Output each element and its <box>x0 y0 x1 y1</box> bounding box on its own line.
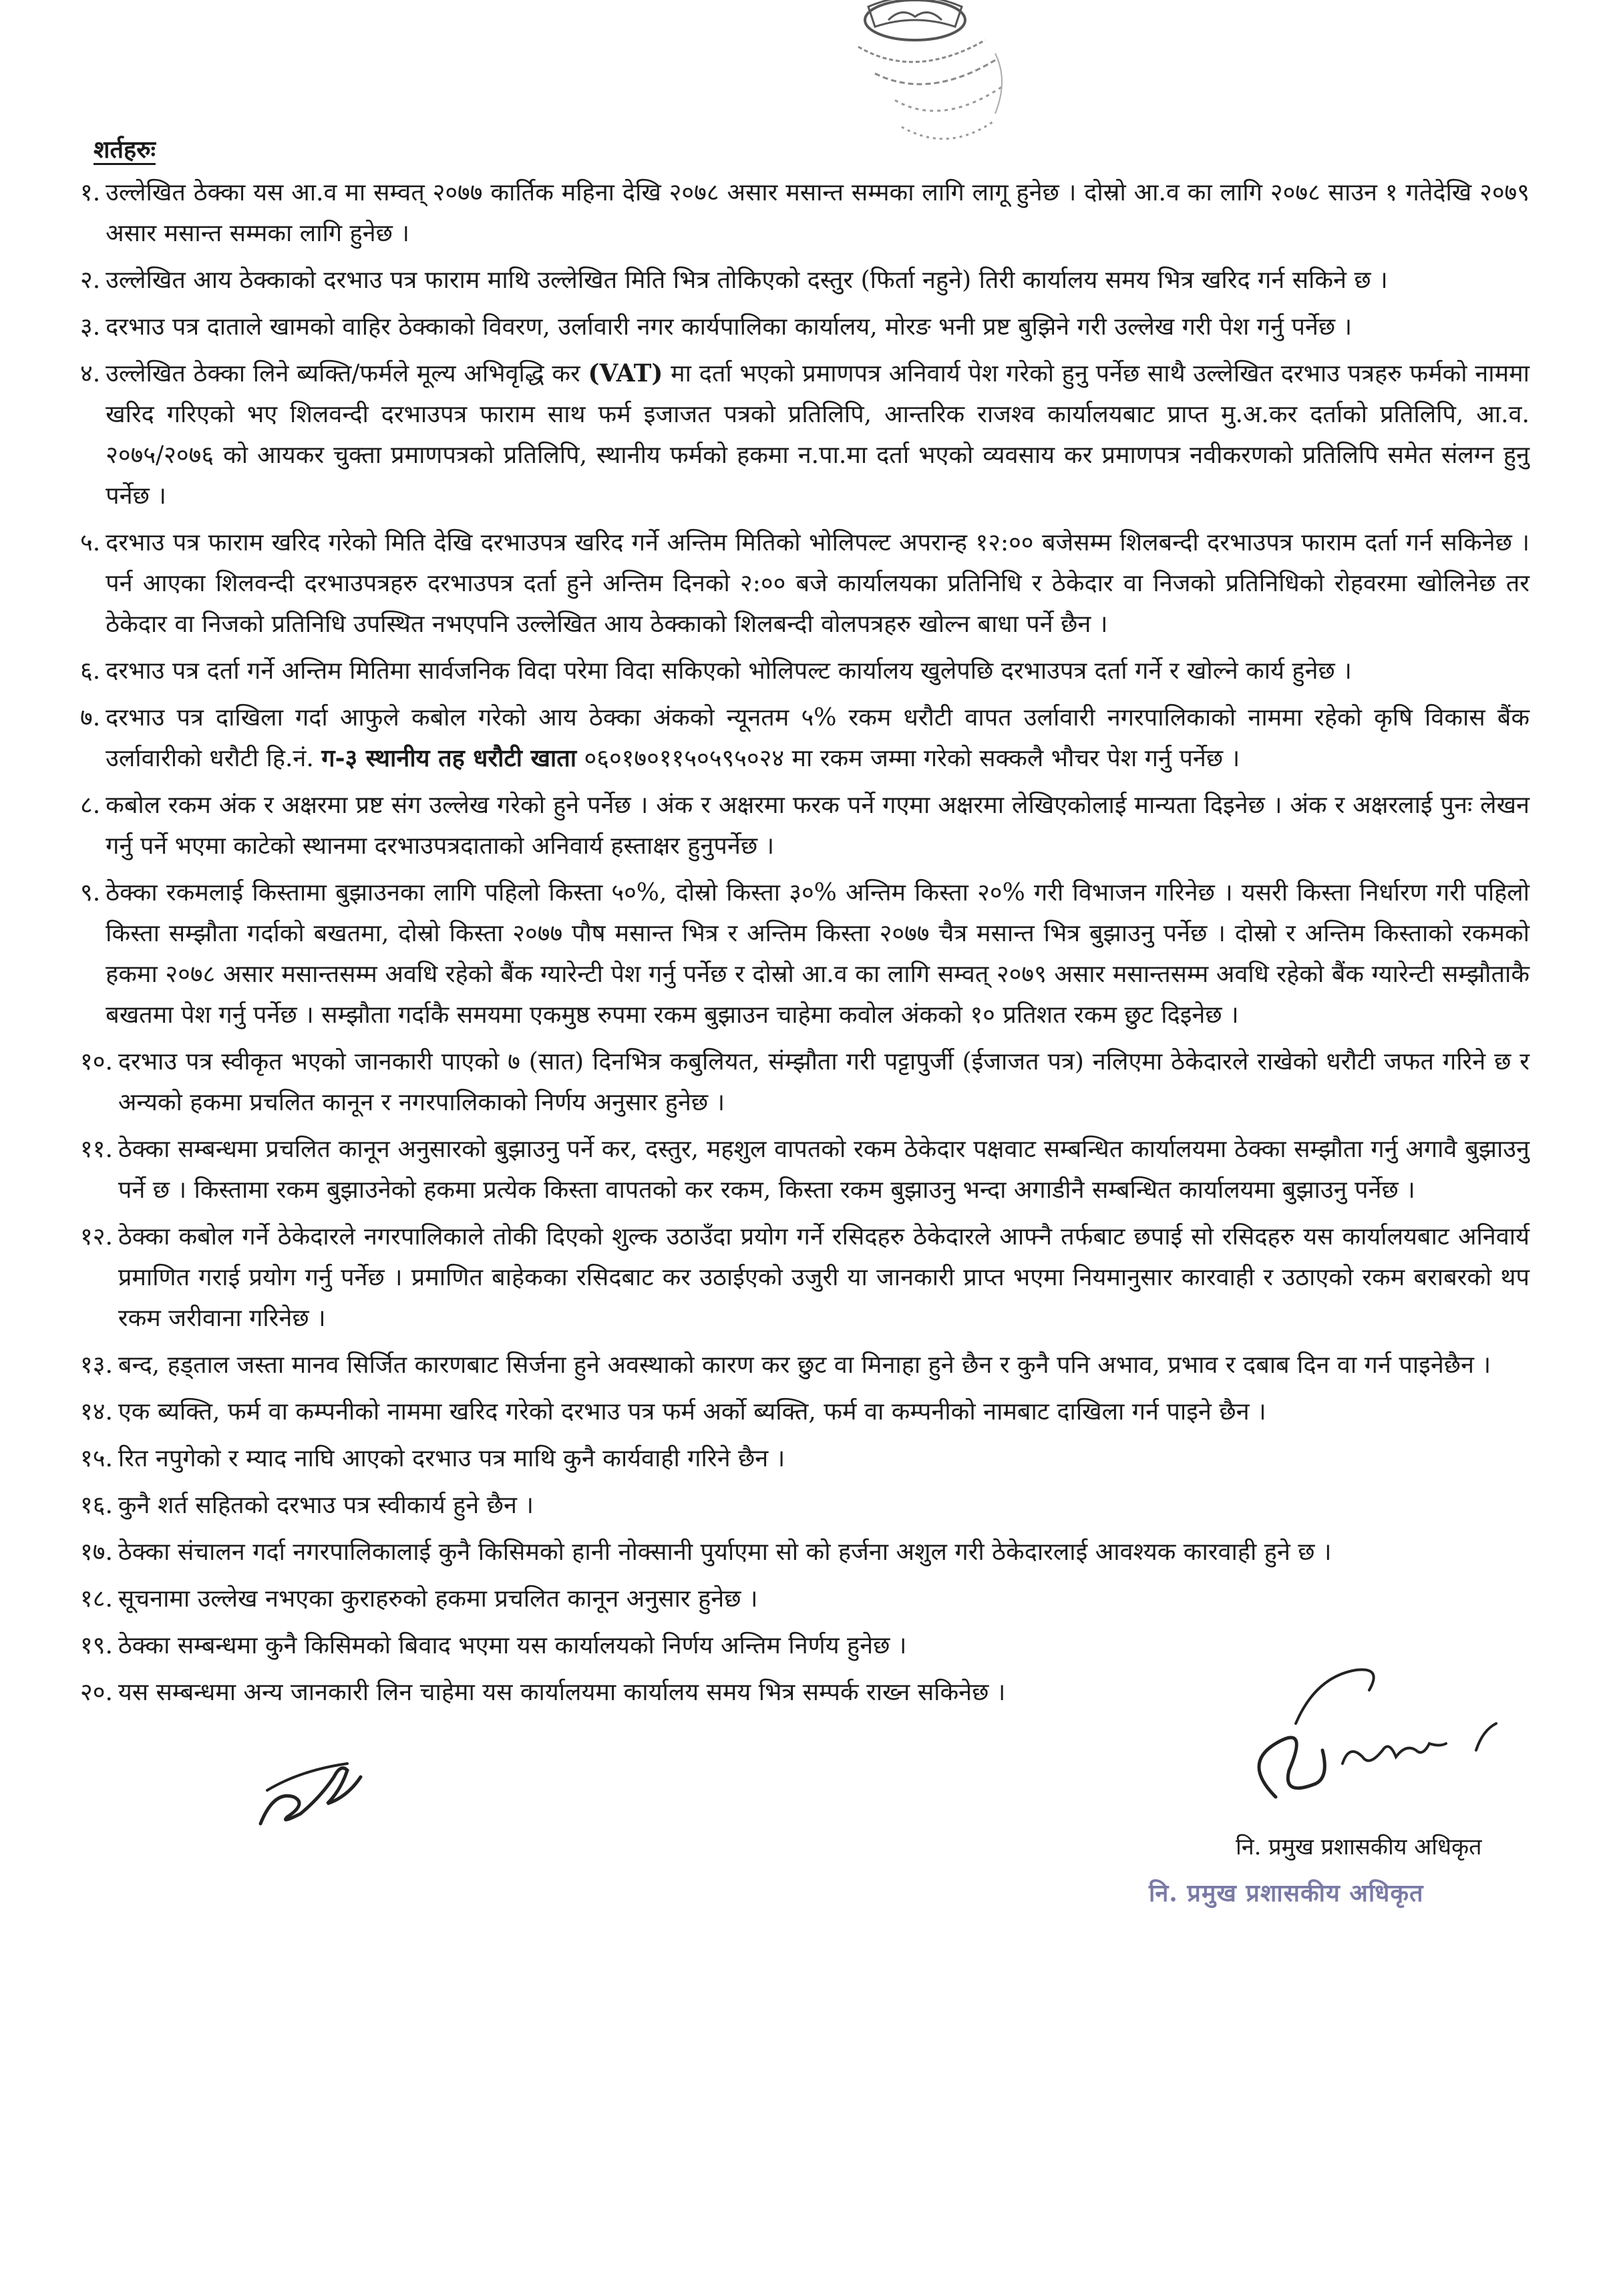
condition-number: ३. <box>80 313 101 341</box>
vat-label: (VAT) <box>588 359 663 387</box>
signatory-title: नि. प्रमुख प्रशासकीय अधिकृत <box>1236 1834 1482 1860</box>
condition-text: उल्लेखित ठेक्का यस आ.व मा सम्वत् २०७७ कार्तिक महिना देखि २०७८ असार मसान्त सम्मका लागि लागू हुनेछ । दोस्रो आ.व का लागि २०७८ साउन १ गतेदेखि २०७९ असार मसान्त सम्मका लागि हुनेछ । <box>106 179 1530 247</box>
condition-text: ठेक्का संचालन गर्दा नगरपालिकालाई कुनै किसिमको हानी नोक्सानी पुर्याएमा सो को हर्जना अशुल गरी ठेकेदारलाई आवश्यक कारवाही हुने छ । <box>118 1538 1332 1566</box>
condition-number: २. <box>80 267 101 294</box>
initials-signature <box>247 1750 374 1837</box>
condition-text-part: दरभाउ पत्र दाखिला गर्दा आफुले कबोल गरेको आय ठेक्का अंकको न्यूनतम ५% रकम धरौटी वापत उर्लावारी नगरपालिकाको नाममा रहेको कृषि विकास बैंक उर्लावारीको धरौटी हि.नं. <box>106 704 1530 772</box>
condition-item <box>80 1041 1530 1123</box>
condition-text: ठेक्का सम्बन्धमा प्रचलित कानून अनुसारको बुझाउनु पर्ने कर, दस्तुर, महशुल वापतको रकम ठेकेदार पक्षवाट सम्बन्धित कार्यालयमा ठेक्का सम्झौता गर्नु अगावै बुझाउनु पर्ने छ । किस्तामा रकम बुझाउनेको हकमा प्रत्येक किस्ता वापतको कर रकम, किस्ता रकम बुझाउनु भन्दा अगाडीनै सम्बन्धित कार्यालयमा बुझाउनु पर्नेछ । <box>118 1136 1530 1204</box>
conditions-heading: शर्तहरुः <box>94 136 156 164</box>
condition-number: १२. <box>80 1223 113 1251</box>
condition-item <box>80 1129 1530 1210</box>
condition-item <box>80 307 1530 347</box>
condition-text: दरभाउ पत्र फाराम खरिद गरेको मिति देखि दरभाउपत्र खरिद गर्ने अन्तिम मितिको भोलिपल्ट अपरान्ह १२:०० बजेसम्म शिलबन्दी दरभाउपत्र फाराम दर्ता गर्न सकिनेछ । पर्न आएका शिलवन्दी दरभाउपत्रहरु दरभाउपत्र दर्ता हुने अन्तिम दिनको २:०० बजे कार्यालयका प्रतिनिधि र ठेकेदार वा निजको प्रतिनिधिको रोहवरमा खोलिनेछ तर ठेकेदार वा निजको प्रतिनिधि उपस्थित नभएपनि उल्लेखित आय ठेक्काको शिलबन्दी वोलपत्रहरु खोल्न बाधा पर्ने छैन । <box>106 529 1530 638</box>
condition-text <box>106 353 1530 516</box>
officer-signature <box>1216 1663 1536 1824</box>
condition-number: ११. <box>80 1136 113 1163</box>
condition-item <box>80 1485 1530 1526</box>
condition-number: १८. <box>80 1585 113 1613</box>
condition-number: ८. <box>80 792 101 819</box>
condition-text <box>106 697 1530 779</box>
condition-text: बन्द, हड्ताल जस्ता मानव सिर्जित कारणबाट सिर्जना हुने अवस्थाको कारण कर छुट वा मिनाहा हुने छैन र कुनै पनि अभाव, प्रभाव र दबाब दिन वा गर्न पाइनेछैन । <box>118 1351 1491 1379</box>
conditions-list <box>80 172 1530 1719</box>
condition-number: १७. <box>80 1538 113 1566</box>
condition-text: कुनै शर्त सहितको दरभाउ पत्र स्वीकार्य हुने छैन । <box>118 1492 534 1519</box>
condition-number: १६. <box>80 1492 113 1519</box>
condition-text: दरभाउ पत्र स्वीकृत भएको जानकारी पाएको ७ (सात) दिनभित्र कबुलियत, संम्झौता गरी पट्टापुर्जी (ईजाजत पत्र) नलिएमा ठेकेदारले राखेको धरौटी जफत गरिने छ र अन्यको हकमा प्रचलित कानून र नगरपालिकाको निर्णय अनुसार हुनेछ । <box>118 1048 1530 1116</box>
condition-number: ४. <box>80 360 101 387</box>
condition-item <box>80 172 1530 254</box>
condition-text: एक ब्यक्ति, फर्म वा कम्पनीको नाममा खरिद गरेको दरभाउ पत्र फर्म अर्को ब्यक्ति, फर्म वा कम्पनीको नामबाट दाखिला गर्न पाइने छैन । <box>118 1398 1266 1426</box>
condition-item <box>80 1391 1530 1432</box>
condition-item <box>80 697 1530 779</box>
condition-number: २०. <box>80 1679 113 1706</box>
condition-text: दरभाउ पत्र दाताले खामको वाहिर ठेक्काको विवरण, उर्लावारी नगर कार्यपालिका कार्यालय, मोरङ भनी प्रष्ट बुझिने गरी उल्लेख गरी पेश गर्नु पर्नेछ । <box>106 313 1353 341</box>
condition-item <box>80 872 1530 1035</box>
condition-number: १९. <box>80 1632 113 1659</box>
condition-item <box>80 1625 1530 1666</box>
condition-item <box>80 353 1530 516</box>
condition-item <box>80 651 1530 691</box>
condition-item <box>80 522 1530 645</box>
condition-text: ठेक्का रकमलाई किस्तामा बुझाउनका लागि पहिलो किस्ता ५०%, दोस्रो किस्ता ३०% अन्तिम किस्ता २०% गरी विभाजन गरिनेछ । यसरी किस्ता निर्धारण गरी पहिलो किस्ता सम्झौता गर्दाको बखतमा, दोस्रो किस्ता २०७७ पौष मसान्त भित्र र अन्तिम किस्ता २०७७ चैत्र मसान्त भित्र बुझाउनु पर्नेछ । दोस्रो र अन्तिम किस्ताको रकमको हकमा २०७८ असार मसान्तसम्म अवधि रहेको बैंक ग्यारेन्टी पेश गर्नु पर्नेछ र दोस्रो आ.व का लागि सम्वत् २०७९ असार मसान्तसम्म अवधि रहेको बैंक ग्यारेन्टी सम्झौताकै बखतमा पेश गर्नु पर्नेछ । सम्झौता गर्दाकै समयमा एकमुष्ठ रुपमा रकम बुझाउन चाहेमा कवोल अंकको १० प्रतिशत रकम छुट दिइनेछ । <box>106 879 1530 1029</box>
condition-number: १५. <box>80 1445 113 1472</box>
condition-text-part: मा दर्ता भएको प्रमाणपत्र अनिवार्य पेश गरेको हुनु पर्नेछ साथै उल्लेखित दरभाउ पत्रहरु फर्मको नाममा खरिद गरिएको भए शिलवन्दी दरभाउपत्र फाराम साथ फर्म इजाजत पत्रको प्रतिलिपि, आन्तरिक राजश्व कार्यालयबाट प्राप्त मु.अ.कर दर्ताको प्रतिलिपि, आ.व. २०७५/२०७६ को आयकर चुक्ता प्रमाणपत्रको प्रतिलिपि, स्थानीय फर्मको हकमा न.पा.मा दर्ता भएको व्यवसाय कर प्रमाणपत्र नवीकरणको प्रतिलिपि समेत संलग्न हुनु पर्नेछ । <box>106 360 1530 510</box>
condition-item <box>80 1532 1530 1573</box>
condition-number: ६. <box>80 657 101 685</box>
deposit-account-label: ग-३ स्थानीय तह धरौटी खाता <box>321 744 577 772</box>
condition-text: यस सम्बन्धमा अन्य जानकारी लिन चाहेमा यस कार्यालयमा कार्यालय समय भित्र सम्पर्क राख्न सकिनेछ । <box>118 1679 1006 1706</box>
condition-number: १०. <box>80 1048 113 1076</box>
condition-item <box>80 1579 1530 1619</box>
designation-stamp: नि. प्रमुख प्रशासकीय अधिकृत <box>1149 1879 1424 1907</box>
condition-text: ठेक्का कबोल गर्ने ठेकेदारले नगरपालिकाले तोकी दिएको शुल्क उठाउँदा प्रयोग गर्ने रसिदहरु ठेकेदारले आफ्नै तर्फबाट छपाई सो रसिदहरु यस कार्यालयबाट अनिवार्य प्रमाणित गराई प्रयोग गर्नु पर्नेछ । प्रमाणित बाहेकका रसिदबाट कर उठाईएको उजुरी या जानकारी प्राप्त भएमा नियमानुसार कारवाही र उठाएको रकम बराबरको थप रकम जरीवाना गरिनेछ । <box>118 1223 1530 1332</box>
condition-item <box>80 1345 1530 1385</box>
condition-text: कबोल रकम अंक र अक्षरमा प्रष्ट संग उल्लेख गरेको हुने पर्नेछ । अंक र अक्षरमा फरक पर्ने गएमा अक्षरमा लेखिएकोलाई मान्यता दिइनेछ । अंक र अक्षरलाई पुनः लेखन गर्नु पर्ने भएमा काटेको स्थानमा दरभाउपत्रदाताको अनिवार्य हस्ताक्षर हुनुपर्नेछ । <box>106 792 1530 860</box>
condition-item <box>80 785 1530 866</box>
condition-number: ९. <box>80 879 101 907</box>
condition-text: सूचनामा उल्लेख नभएका कुराहरुको हकमा प्रचलित कानून अनुसार हुनेछ । <box>118 1585 758 1613</box>
office-seal-stamp <box>795 0 1035 174</box>
condition-text: उल्लेखित आय ठेक्काको दरभाउ पत्र फाराम माथि उल्लेखित मिति भित्र तोकिएको दस्तुर (फिर्ता नहुने) तिरी कार्यालय समय भित्र खरिद गर्न सकिने छ । <box>106 267 1388 294</box>
condition-text: दरभाउ पत्र दर्ता गर्ने अन्तिम मितिमा सार्वजनिक विदा परेमा विदा सकिएको भोलिपल्ट कार्यालय खुलेपछि दरभाउपत्र दर्ता गर्ने र खोल्ने कार्य हुनेछ । <box>106 657 1352 685</box>
condition-item <box>80 1216 1530 1339</box>
condition-number: ७. <box>80 704 101 731</box>
condition-number: १३. <box>80 1351 113 1379</box>
condition-number: १४. <box>80 1398 113 1426</box>
condition-text: रित नपुगेको र म्याद नाघि आएको दरभाउ पत्र माथि कुनै कार्यवाही गरिने छैन । <box>118 1445 785 1472</box>
condition-item <box>80 260 1530 301</box>
condition-text-part: ०६०१७०११५०५९५०२४ मा रकम जम्मा गरेको सक्कलै भौचर पेश गर्नु पर्नेछ । <box>576 745 1240 772</box>
condition-text: ठेक्का सम्बन्धमा कुनै किसिमको बिवाद भएमा यस कार्यालयको निर्णय अन्तिम निर्णय हुनेछ । <box>118 1632 907 1659</box>
condition-text-part: उल्लेखित ठेक्का लिने ब्यक्ति/फर्मले मूल्य अभिवृद्धि कर <box>106 360 588 387</box>
condition-number: ५. <box>80 529 101 556</box>
condition-item <box>80 1438 1530 1479</box>
condition-number: १. <box>80 179 101 206</box>
